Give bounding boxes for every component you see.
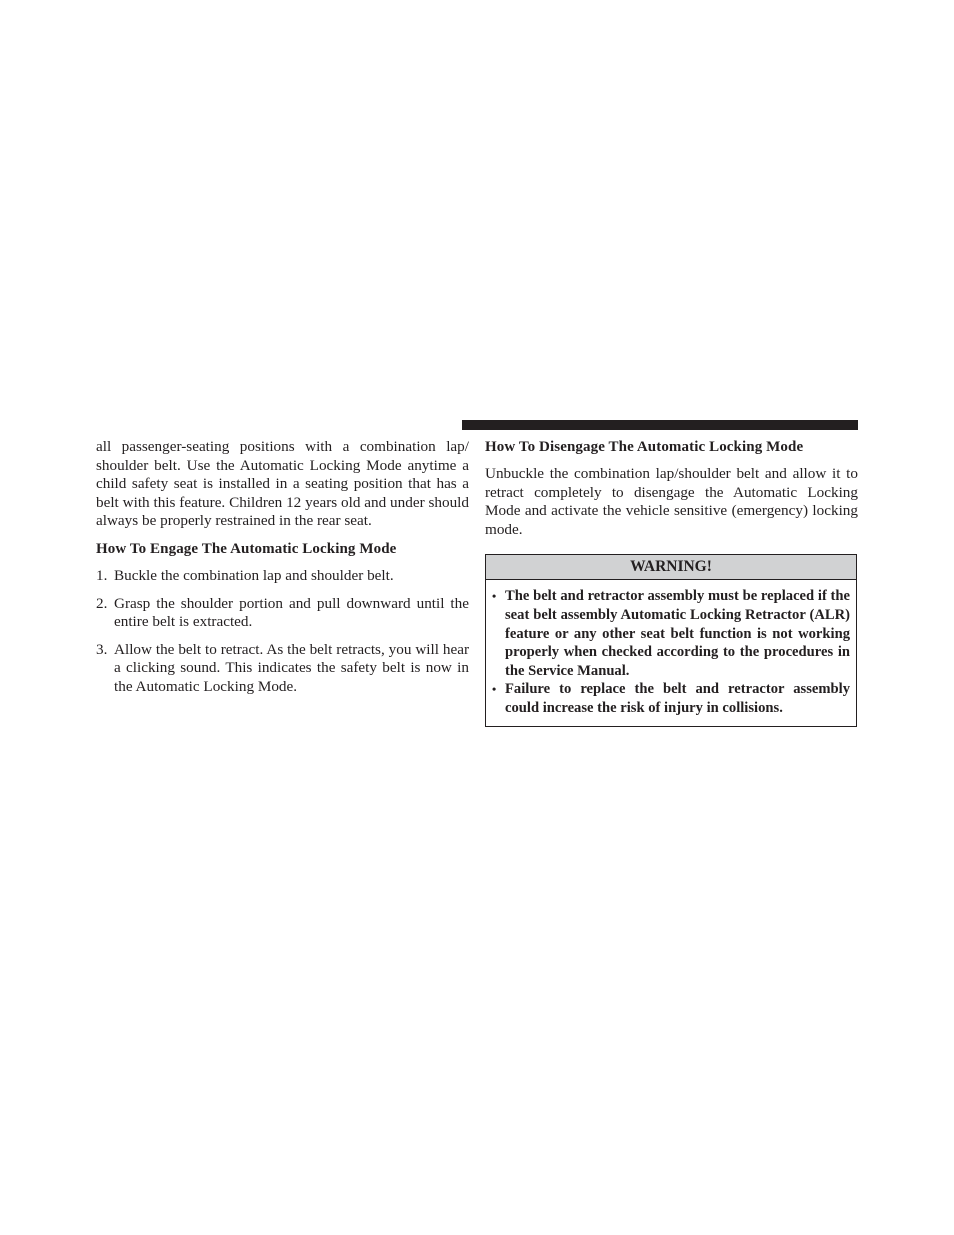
- step-number: 1.: [96, 566, 108, 584]
- bullet-icon: •: [492, 682, 497, 697]
- list-item: [492, 587, 850, 680]
- disengage-heading: How To Disengage The Automatic Locking Mode: [485, 439, 804, 455]
- step-text: Grasp the shoulder portion and pull downward until the entire belt is extracted.: [114, 594, 469, 631]
- disengage-paragraph: Unbuckle the combination lap/shoulder belt and allow it to retract completely to disengage the Automatic Locking Mode and activate the vehicle sensitive (emergency) locking mode.: [485, 465, 858, 538]
- left-column: [96, 438, 469, 706]
- warning-item-text: Failure to replace the belt and retractor assembly could increase the risk of injury in collisions.: [505, 681, 850, 716]
- step-number: 2.: [96, 594, 108, 612]
- warning-body: [486, 580, 856, 725]
- warning-item-text: The belt and retractor assembly must be replaced if the seat belt assembly Automatic Locking Retractor (ALR) feature or any other seat belt function is not working properly when checked according to the procedures in the Service Manual.: [505, 588, 850, 679]
- section-top-rule: [462, 420, 858, 430]
- right-column: [485, 438, 858, 727]
- engage-steps-list: [96, 567, 469, 697]
- list-item: [96, 567, 469, 586]
- warning-box: [485, 554, 857, 726]
- engage-heading: How To Engage The Automatic Locking Mode: [96, 540, 397, 557]
- intro-paragraph: all passenger-seating positions with a combination lap/ shoulder belt. Use the Automatic Locking Mode anytime a child safety seat is installed in a seating position that has a belt with this feature. Children 12 years old and under should always be properly restrained in the rear seat.: [96, 438, 469, 530]
- step-text: Buckle the combination lap and shoulder belt.: [114, 566, 394, 584]
- list-item: [492, 680, 850, 717]
- step-number: 3.: [96, 640, 108, 658]
- list-item: [96, 641, 469, 697]
- warning-title: WARNING!: [486, 555, 856, 580]
- step-text: Allow the belt to retract. As the belt retracts, you will hear a clicking sound. This indicates the safety belt is now in the Automatic Locking Mode.: [114, 640, 469, 695]
- list-item: [96, 595, 469, 632]
- bullet-icon: •: [492, 589, 497, 604]
- warning-list: [492, 587, 850, 717]
